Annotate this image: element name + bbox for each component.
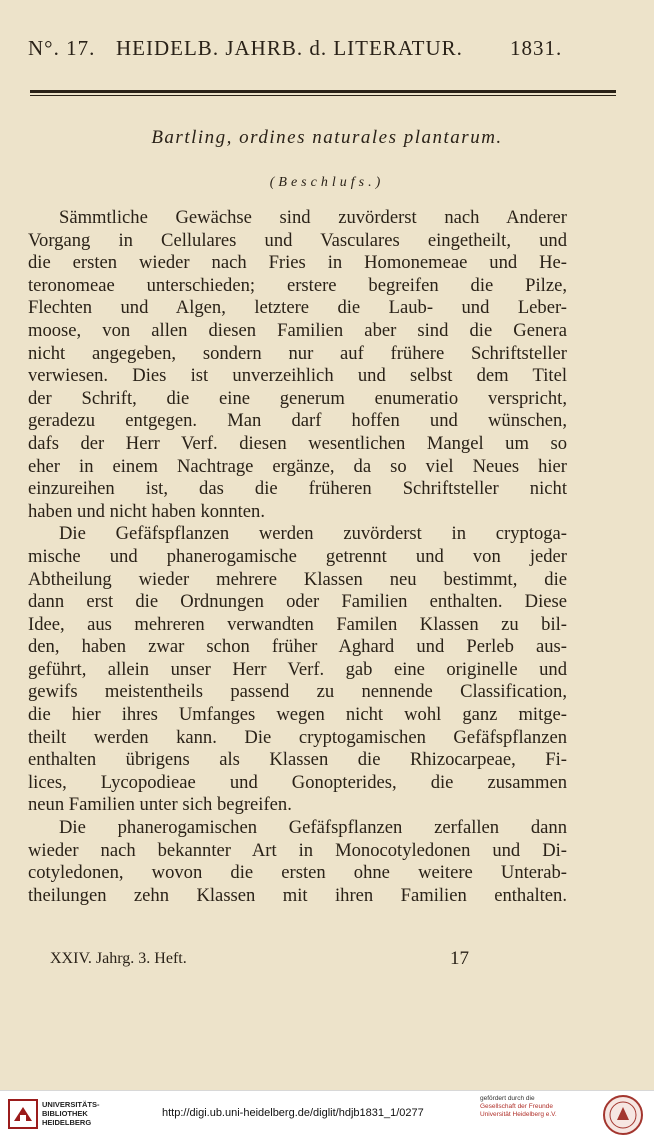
issue-number: N°. 17. <box>28 36 96 60</box>
text-line: Vorgang in Cellulares und Vasculares eingetheilt, und <box>28 229 567 251</box>
text-line: dafs der Herr Verf. diesen wesentlichen Mangel um so <box>28 432 567 454</box>
source-url-link[interactable]: http://digi.ub.uni-heidelberg.de/diglit/hdjb1831_1/0277 <box>162 1107 424 1119</box>
digitization-footer <box>0 1090 654 1138</box>
text-line: wieder nach bekannter Art in Monocotyledonen und Di- <box>28 839 567 861</box>
text-line: Flechten und Algen, letztere die Laub- und Leber- <box>28 297 567 319</box>
text-line: der Schrift, die eine generum enumeratio verspricht, <box>28 387 567 409</box>
text-line: enthalten übrigens als Klassen die Rhizocarpeae, Fi- <box>28 749 567 771</box>
text-line: Abtheilung wieder mehrere Klassen neu bestimmt, die <box>28 568 567 590</box>
university-seal-icon <box>602 1094 644 1136</box>
text-line: gewifs meistentheils passend zu nennende Classification, <box>28 681 567 703</box>
text-line: moose, von allen diesen Familien aber sind die Genera <box>28 319 567 341</box>
article-subtitle: (Beschlufs.) <box>269 175 385 190</box>
library-name: UNIVERSITÄTS- BIBLIOTHEK HEIDELBERG <box>42 1100 100 1127</box>
sponsor-info <box>480 1095 580 1119</box>
library-logo-icon <box>8 1099 38 1129</box>
text-line: verwiesen. Dies ist unverzeihlich und selbst dem Titel <box>28 365 567 387</box>
text-line: geführt, allein unser Herr Verf. gab eine originelle und <box>28 658 567 680</box>
sponsor-organization: Gesellschaft der Freunde Universität Heidelberg e.V. <box>480 1103 557 1118</box>
text-line: haben und nicht haben konnten. <box>28 500 266 522</box>
header-rule-thick <box>30 90 616 93</box>
text-line: theilungen zehn Klassen mit ihren Familien enthalten. <box>28 884 567 906</box>
text-line: Sämmtliche Gewächse sind zuvörderst nach Anderer <box>59 207 567 228</box>
text-line: teronomeae unterschieden; erstere begreifen die Pilze, <box>28 274 567 296</box>
header-year: 1831. <box>510 36 563 60</box>
signature-line <box>50 950 550 976</box>
signature-mark: XXIV. Jahrg. 3. Heft. <box>50 950 187 967</box>
text-line: dann erst die Ordnungen oder Familien enthalten. Diese <box>28 591 567 613</box>
article-title: Bartling, ordines naturales plantarum. <box>151 127 503 148</box>
text-line: die hier ihres Umfanges wegen nicht wohl ganz mitge- <box>28 704 567 726</box>
text-line: theilt werden kann. Die cryptogamischen Gefäfspflanzen <box>28 726 567 748</box>
text-line: geradezu entgegen. Man darf hoffen und wünschen, <box>28 410 567 432</box>
text-line: cotyledonen, wovon die ersten ohne weitere Unterab- <box>28 862 567 884</box>
text-line: neun Familien unter sich begreifen. <box>28 794 292 816</box>
article-body <box>28 207 567 907</box>
text-line: Die Gefäfspflanzen werden zuvörderst in cryptoga- <box>59 523 567 545</box>
text-line: nicht angegeben, sondern nur auf frühere Schriftsteller <box>28 342 567 364</box>
text-line: einzureihen ist, das die früheren Schriftsteller nicht <box>28 478 567 500</box>
text-line: eher in einem Nachtrage ergänze, da so viel Neues hier <box>28 455 567 477</box>
text-line: Die phanerogamischen Gefäfspflanzen zerfallen dann <box>59 817 567 839</box>
running-header <box>28 36 628 70</box>
text-line: den, haben zwar schon früher Aghard und Perleb aus- <box>28 636 567 658</box>
text-line: Idee, aus mehreren verwandten Familen Klassen zu bil- <box>28 613 567 635</box>
journal-title: HEIDELB. JAHRB. d. LITERATUR. <box>116 36 463 60</box>
sponsor-label: gefördert durch die <box>480 1095 535 1102</box>
header-rule-thin <box>30 95 616 96</box>
text-line: mische und phanerogamische getrennt und von jeder <box>28 545 567 567</box>
text-line: die ersten wieder nach Fries in Homonemeae und He- <box>28 252 567 274</box>
text-line: lices, Lycopodieae und Gonopterides, die zusammen <box>28 771 567 793</box>
page-number: 17 <box>450 948 469 969</box>
